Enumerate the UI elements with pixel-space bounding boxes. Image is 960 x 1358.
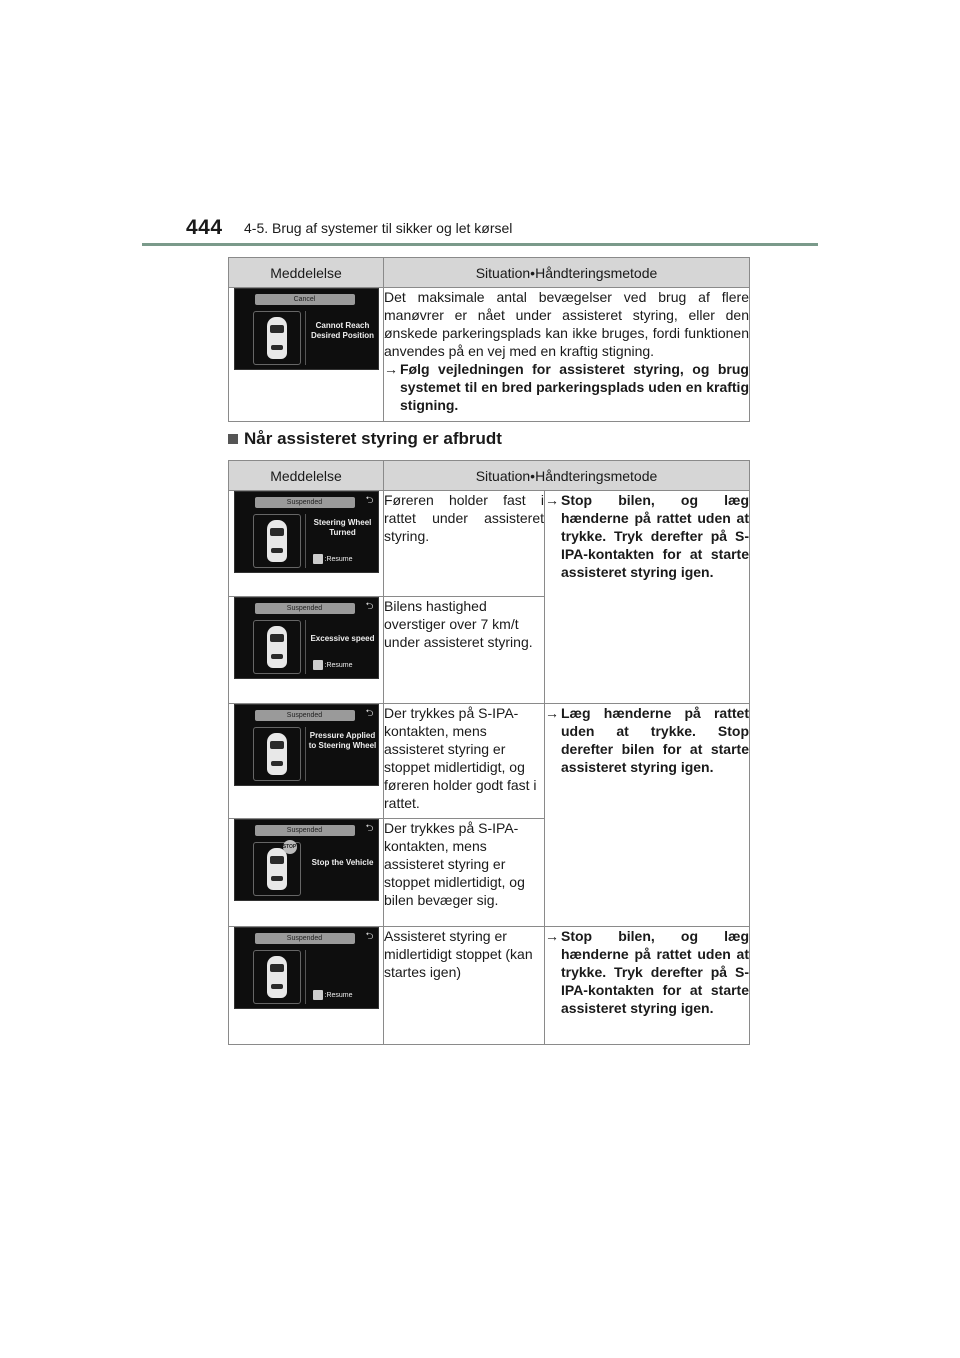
situation-cell (384, 819, 545, 927)
car-panel (253, 620, 301, 674)
resume-hint: :Resume (313, 554, 353, 566)
arrow-icon: → (545, 705, 559, 721)
chapter-title: 4-5. Brug af systemer til sikker og let kørsel (244, 220, 513, 236)
car-icon (267, 317, 287, 359)
car-icon (267, 956, 287, 998)
back-arrow-icon: ⮌ (365, 495, 374, 506)
situation-cell (384, 491, 545, 597)
situation-cell (384, 288, 750, 422)
arrow-icon: → (545, 492, 559, 508)
situation-cell (384, 597, 545, 704)
action-text: → Stop bilen, og læg hænderne på rattet uden at trykke. Tryk derefter på S-IPA-kontakten for at starte assisteret styring igen. (545, 492, 749, 580)
message-cell (229, 288, 384, 422)
display-screen (234, 597, 379, 679)
situation-text: Føreren holder fast i rattet under assisteret styring. (384, 492, 544, 544)
screen-status-bar: Suspended (255, 603, 355, 614)
action-text: → Læg hænderne på rattet uden at trykke. Stop derefter bilen for at starte assisteret styring igen. (545, 705, 749, 775)
resume-hint: :Resume (313, 990, 353, 1002)
car-icon (267, 733, 287, 775)
screen-status-bar: Suspended (255, 825, 355, 836)
situation-text: Bilens hastighed overstiger over 7 km/t under assisteret styring. (384, 598, 533, 650)
page-number: 444 (186, 216, 223, 239)
situation-text: Assisteret styring er midlertidigt stoppet (kan startes igen) (384, 928, 533, 980)
message-cell (229, 819, 384, 927)
screen-message: Excessive speed (310, 634, 375, 643)
display-screen (234, 491, 379, 573)
screen-message: Stop the Vehicle (311, 858, 374, 867)
screen-message: Steering Wheel Turned (313, 518, 372, 537)
arrow-icon: → (384, 361, 398, 377)
action-text: → Stop bilen, og læg hænderne på rattet uden at trykke. Tryk derefter på S-IPA-kontakten for at starte assisteret styring igen. (545, 928, 749, 1016)
column-header-situation: Situation•Håndteringsmetode (384, 461, 750, 491)
switch-icon (313, 990, 323, 1000)
column-header-message: Meddelelse (229, 461, 384, 491)
car-icon (267, 520, 287, 562)
action-cell (545, 491, 750, 704)
car-panel (253, 514, 301, 568)
switch-icon (313, 660, 323, 670)
screen-status-bar: Suspended (255, 933, 355, 944)
situation-cell (384, 927, 545, 1045)
action-cell (545, 927, 750, 1045)
back-arrow-icon: ⮌ (365, 708, 374, 719)
column-header-situation: Situation•Håndteringsmetode (384, 258, 750, 288)
screen-status-bar: Suspended (255, 710, 355, 721)
situation-text: Det maksimale antal bevægelser ved brug af flere manøvrer er nået under assisteret styring, eller den ønskede parkeringsplads kan ikke bruges, fordi funktionen anvendes på en vej med en kraftig stigning. (384, 289, 749, 359)
message-table-suspended (228, 460, 750, 1045)
switch-icon (313, 554, 323, 564)
back-arrow-icon: ⮌ (365, 931, 374, 942)
arrow-icon: → (545, 928, 559, 944)
square-bullet-icon (228, 434, 238, 444)
section-heading: Når assisteret styring er afbrudt (228, 429, 502, 449)
screen-status-bar: Cancel (255, 294, 355, 305)
screen-status-bar: Suspended (255, 497, 355, 508)
car-panel (253, 727, 301, 781)
message-cell (229, 927, 384, 1045)
message-cell (229, 597, 384, 704)
display-screen (234, 819, 379, 901)
header-divider (142, 243, 818, 246)
back-arrow-icon: ⮌ (365, 601, 374, 612)
car-icon (267, 848, 287, 890)
display-screen (234, 927, 379, 1009)
car-panel (253, 950, 301, 1004)
display-screen (234, 288, 379, 370)
situation-cell (384, 704, 545, 819)
situation-text: Der trykkes på S-IPA-kontakten, mens assisteret styring er stoppet midlertidigt, og føreren holder godt fast i rattet. (384, 705, 537, 811)
message-table-cancel (228, 257, 750, 422)
stop-sign-icon: STOP (283, 840, 297, 854)
screen-message: Cannot Reach Desired Position (310, 321, 375, 340)
action-text: → Følg vejledningen for assisteret styring, og brug systemet til en bred parkeringsplads uden en kraftig stigning. (384, 361, 749, 413)
message-cell (229, 704, 384, 819)
screen-message: Pressure Applied to Steering Wheel (308, 731, 377, 750)
resume-hint: :Resume (313, 660, 353, 672)
display-screen (234, 704, 379, 786)
car-icon (267, 626, 287, 668)
action-cell (545, 704, 750, 927)
back-arrow-icon: ⮌ (365, 823, 374, 834)
car-panel (253, 311, 301, 365)
column-header-message: Meddelelse (229, 258, 384, 288)
situation-text: Der trykkes på S-IPA-kontakten, mens assisteret styring er stoppet midlertidigt, og bilen bevæger sig. (384, 820, 525, 908)
message-cell (229, 491, 384, 597)
